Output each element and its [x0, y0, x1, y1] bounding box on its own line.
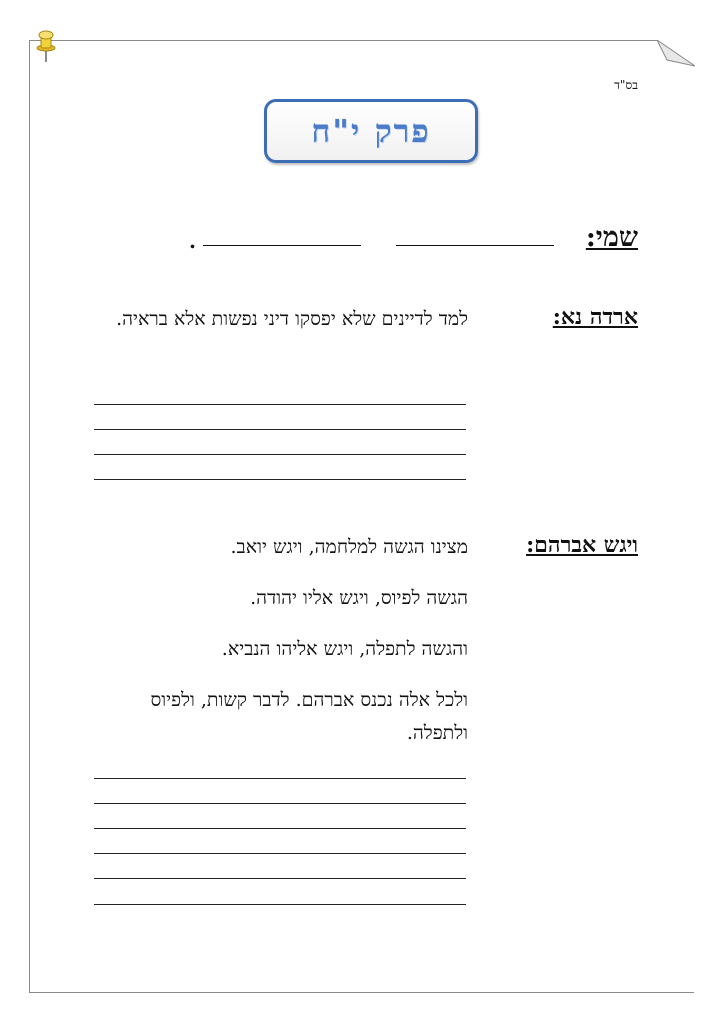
section-paragraph: למד לדיינים שלא יפסקו דיני נפשות אלא בראיה.: [116, 308, 468, 330]
answer-line[interactable]: [94, 803, 466, 804]
page-fold-corner: [655, 40, 695, 68]
name-dot: .: [189, 229, 196, 253]
name-blank-line-1[interactable]: [396, 245, 554, 246]
answer-line[interactable]: [94, 479, 466, 480]
section-paragraph: והגשה לתפלה, ויגש אליהו הנביא.: [221, 638, 468, 660]
name-label: שמי:: [585, 222, 638, 253]
answer-line[interactable]: [94, 429, 466, 430]
answer-line[interactable]: [94, 878, 466, 879]
section-label-vayigash-avraham: ויגש אברהם:: [526, 532, 638, 558]
section-text-vayigash-avraham: [108, 531, 468, 768]
pushpin-icon: [32, 28, 60, 64]
section-text-arda-na: [108, 303, 468, 354]
name-blank-line-2[interactable]: [203, 245, 361, 246]
answer-line[interactable]: [94, 853, 466, 854]
chapter-title-box: [264, 99, 478, 163]
section-paragraph: הגשה לפיוס, ויגש אליו יהודה.: [250, 587, 468, 609]
answer-line[interactable]: [94, 454, 466, 455]
answer-line[interactable]: [94, 828, 466, 829]
chapter-title: פרק י"ח: [311, 112, 431, 150]
section-paragraph: ולכל אלה נכנס אברהם. לדבר קשות, ולפיוס ולתפלה.: [150, 689, 468, 744]
corner-note: בס"ד: [614, 78, 638, 92]
answer-line[interactable]: [94, 778, 466, 779]
section-label-arda-na: ארדה נא:: [552, 304, 638, 330]
answer-line[interactable]: [94, 404, 466, 405]
section-paragraph: מצינו הגשה למלחמה, ויגש יואב.: [230, 536, 468, 558]
answer-line[interactable]: [94, 904, 466, 905]
worksheet-page: [29, 40, 696, 993]
